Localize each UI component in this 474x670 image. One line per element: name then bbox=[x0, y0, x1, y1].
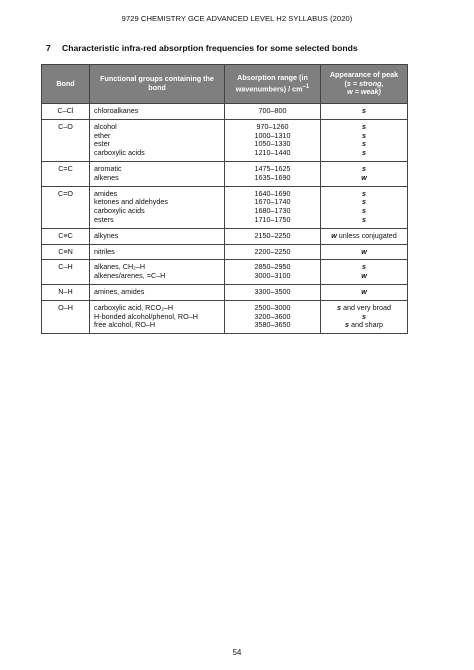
bond-cell: N–H bbox=[42, 284, 90, 300]
functional-groups-cell bbox=[90, 228, 225, 244]
peak-appearance bbox=[325, 272, 403, 281]
absorption-range-cell bbox=[225, 284, 321, 300]
absorption-range: 1670–1740 bbox=[254, 197, 291, 207]
peak-appearance-cell bbox=[321, 119, 408, 161]
header-peak-title: Appearance of peak bbox=[329, 70, 399, 80]
functional-group: ester bbox=[94, 139, 110, 149]
table-row bbox=[42, 161, 408, 186]
peak-intensity-letter: w bbox=[331, 230, 337, 240]
peak-appearance-cell bbox=[321, 186, 408, 228]
functional-group: alcohol bbox=[94, 121, 117, 131]
absorption-range-cell bbox=[225, 244, 321, 260]
functional-group: free alcohol, RO–H bbox=[94, 320, 156, 330]
table-row bbox=[42, 119, 408, 161]
bond-cell: C≡N bbox=[42, 244, 90, 260]
section-title-text: Characteristic infra-red absorption frequencies for some selected bonds bbox=[62, 43, 358, 53]
peak-appearance bbox=[325, 248, 403, 257]
peak-appearance bbox=[325, 107, 403, 116]
table-row bbox=[42, 244, 408, 260]
table-row bbox=[42, 228, 408, 244]
peak-appearance-cell bbox=[321, 284, 408, 300]
peak-appearance-cell bbox=[321, 260, 408, 285]
peak-appearance bbox=[325, 321, 403, 330]
functional-group: nitriles bbox=[94, 246, 115, 256]
bond-cell: C–Cl bbox=[42, 104, 90, 120]
absorption-range: 2850–2950 bbox=[254, 262, 291, 272]
absorption-range-cell bbox=[225, 104, 321, 120]
absorption-range: 2500–3000 bbox=[254, 302, 291, 312]
bond-cell: C=C bbox=[42, 161, 90, 186]
header-peak-w-desc: = weak) bbox=[352, 87, 381, 97]
absorption-range-cell bbox=[225, 161, 321, 186]
peak-appearance bbox=[325, 232, 403, 241]
functional-group: amines, amides bbox=[94, 286, 145, 296]
peak-intensity-letter: s bbox=[362, 214, 366, 224]
functional-groups-cell bbox=[90, 119, 225, 161]
bond-cell: C=O bbox=[42, 186, 90, 228]
absorption-range-cell bbox=[225, 228, 321, 244]
functional-groups-cell bbox=[90, 104, 225, 120]
header-unit-exponent: –1 bbox=[302, 83, 310, 90]
peak-note: and sharp bbox=[349, 320, 383, 330]
bond-cell: C–O bbox=[42, 119, 90, 161]
peak-intensity-letter: s bbox=[362, 311, 366, 321]
peak-intensity-letter: w bbox=[361, 172, 367, 182]
header-peak-appearance bbox=[321, 65, 408, 104]
absorption-range: 1050–1330 bbox=[254, 139, 291, 149]
peak-intensity-letter: w bbox=[361, 286, 367, 296]
table-row bbox=[42, 186, 408, 228]
absorption-range-cell bbox=[225, 186, 321, 228]
absorption-range: 1475–1625 bbox=[254, 163, 291, 173]
section-heading bbox=[46, 43, 358, 53]
table-row bbox=[42, 104, 408, 120]
functional-group: alkanes, CH₂–H bbox=[94, 262, 146, 272]
peak-intensity-letter: s bbox=[337, 302, 342, 312]
peak-appearance-cell bbox=[321, 300, 408, 333]
peak-intensity-letter: s bbox=[345, 320, 350, 330]
peak-appearance bbox=[325, 174, 403, 183]
table-row bbox=[42, 300, 408, 333]
peak-appearance-cell bbox=[321, 161, 408, 186]
functional-group: ether bbox=[94, 130, 111, 140]
peak-appearance-cell bbox=[321, 104, 408, 120]
functional-groups-cell bbox=[90, 244, 225, 260]
section-number: 7 bbox=[46, 43, 51, 53]
bond-cell: C≡C bbox=[42, 228, 90, 244]
peak-appearance-cell bbox=[321, 244, 408, 260]
functional-groups-cell bbox=[90, 186, 225, 228]
peak-intensity-letter: s bbox=[362, 130, 366, 140]
absorption-range: 3300–3500 bbox=[254, 286, 291, 296]
bond-cell: O–H bbox=[42, 300, 90, 333]
functional-groups-cell bbox=[90, 260, 225, 285]
header-functional-groups: Functional groups containing the bond bbox=[90, 65, 225, 104]
functional-group: carboxylic acids bbox=[94, 148, 145, 158]
peak-intensity-letter: s bbox=[362, 106, 366, 115]
header-peak-w-letter: w bbox=[347, 87, 353, 97]
absorption-range: 1680–1730 bbox=[254, 206, 291, 216]
absorption-range: 3000–3100 bbox=[254, 271, 291, 281]
functional-group: ketones and aldehydes bbox=[94, 197, 168, 207]
absorption-range: 1210–1440 bbox=[254, 148, 291, 158]
peak-note: unless conjugated bbox=[336, 230, 397, 240]
header-peak-key-weak bbox=[324, 88, 404, 97]
ir-absorption-table bbox=[41, 64, 408, 334]
functional-group: alkynes bbox=[94, 230, 119, 240]
absorption-range-cell bbox=[225, 119, 321, 161]
peak-intensity-letter: s bbox=[362, 121, 366, 131]
header-bond: Bond bbox=[42, 65, 90, 104]
functional-groups-cell bbox=[90, 284, 225, 300]
absorption-range: 2150–2250 bbox=[254, 230, 291, 240]
peak-note: and very broad bbox=[341, 302, 391, 312]
functional-groups-cell bbox=[90, 161, 225, 186]
functional-group: carboxylic acid, RCO₂–H bbox=[94, 302, 174, 312]
absorption-range: 970–1260 bbox=[256, 121, 289, 131]
functional-group: aromatic bbox=[94, 163, 122, 173]
absorption-range: 2200–2250 bbox=[254, 246, 291, 256]
peak-intensity-letter: s bbox=[362, 163, 366, 173]
functional-group: alkenes bbox=[94, 172, 119, 182]
peak-appearance bbox=[325, 149, 403, 158]
page-number: 54 bbox=[232, 648, 242, 657]
functional-group: alkenes/arenes, =C–H bbox=[94, 271, 166, 281]
peak-intensity-letter: s bbox=[362, 188, 366, 198]
absorption-range-cell bbox=[225, 260, 321, 285]
peak-appearance bbox=[325, 216, 403, 225]
functional-group: carboxylic acids bbox=[94, 206, 145, 216]
bond-cell: C–H bbox=[42, 260, 90, 285]
running-header: 9729 CHEMISTRY GCE ADVANCED LEVEL H2 SYLLABUS (2020) bbox=[121, 14, 353, 23]
absorption-range: 1000–1310 bbox=[254, 130, 291, 140]
peak-intensity-letter: s bbox=[362, 148, 366, 158]
peak-intensity-letter: s bbox=[362, 262, 366, 272]
absorption-range: 3200–3600 bbox=[254, 311, 291, 321]
peak-intensity-letter: w bbox=[361, 271, 367, 281]
peak-appearance-cell bbox=[321, 228, 408, 244]
absorption-range: 700–800 bbox=[258, 106, 287, 115]
header-absorption-range bbox=[225, 65, 321, 104]
functional-groups-cell bbox=[90, 300, 225, 333]
table-body bbox=[42, 104, 408, 334]
header-absorption-range-text: Absorption range (in wavenumbers) / cm bbox=[235, 73, 308, 94]
header-peak-s-desc: = strong, bbox=[350, 78, 384, 88]
peak-intensity-letter: s bbox=[362, 197, 366, 207]
peak-appearance bbox=[325, 288, 403, 297]
header-peak-paren: ( bbox=[344, 78, 347, 88]
functional-group: esters bbox=[94, 214, 114, 224]
absorption-range: 1635–1690 bbox=[254, 172, 291, 182]
header-peak-s-letter: s bbox=[346, 78, 351, 88]
functional-group: chloroalkanes bbox=[94, 106, 139, 115]
absorption-range-cell bbox=[225, 300, 321, 333]
table-row bbox=[42, 284, 408, 300]
functional-group: amides bbox=[94, 188, 118, 198]
functional-group: H-bonded alcohol/phenol, RO–H bbox=[94, 311, 198, 321]
peak-intensity-letter: s bbox=[362, 206, 366, 216]
peak-intensity-letter: w bbox=[361, 246, 367, 256]
table-header-row bbox=[42, 65, 408, 104]
absorption-range: 3580–3650 bbox=[254, 320, 291, 330]
absorption-range: 1710–1750 bbox=[254, 214, 291, 224]
table-row bbox=[42, 260, 408, 285]
peak-intensity-letter: s bbox=[362, 139, 366, 149]
absorption-range: 1640–1690 bbox=[254, 188, 291, 198]
